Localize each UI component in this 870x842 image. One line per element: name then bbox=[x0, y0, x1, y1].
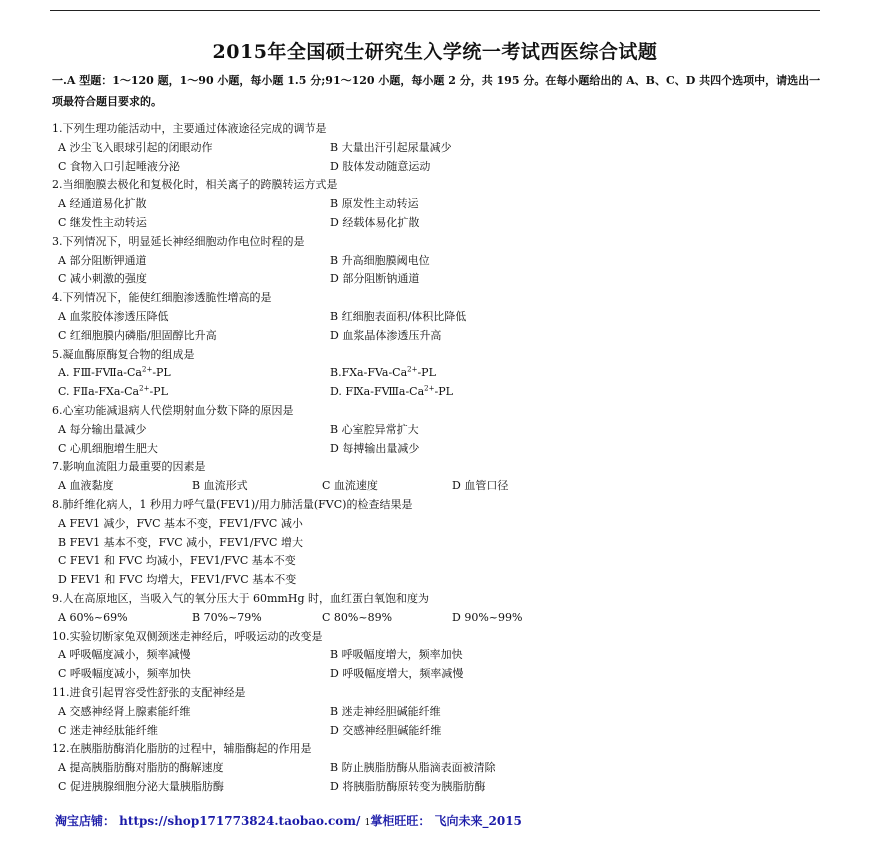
option-item: C 心肌细胞增生肥大 bbox=[58, 441, 158, 455]
option-item: A 每分输出量减少 bbox=[58, 422, 147, 436]
option-item: D 90%~99% bbox=[452, 610, 523, 624]
option-item: A 交感神经肾上腺素能纤维 bbox=[58, 704, 191, 718]
option-item: A 经通道易化扩散 bbox=[58, 197, 147, 211]
question-stem bbox=[52, 120, 822, 139]
question-stem-text: 11.进食引起胃容受性舒张的支配神经是 bbox=[52, 685, 246, 699]
option-row bbox=[52, 327, 822, 346]
ion-charge: 2+ bbox=[424, 384, 435, 393]
option-item: A 血浆胶体渗透压降低 bbox=[58, 309, 169, 323]
option-row bbox=[52, 552, 822, 571]
contact-info: 掌柜旺旺： 飞向未来_2015 bbox=[370, 814, 522, 828]
option-item: D 交感神经胆碱能纤维 bbox=[330, 723, 442, 737]
shop-link[interactable]: 淘宝店铺： https://shop171773824.taobao.com/ bbox=[55, 814, 361, 828]
option-row bbox=[52, 139, 822, 158]
option-item: B 大量出汗引起尿量减少 bbox=[330, 140, 452, 154]
question-stem-text: 10.实验切断家兔双侧颈迷走神经后，呼吸运动的改变是 bbox=[52, 629, 323, 643]
option-formula-tail: -PL bbox=[149, 385, 168, 399]
option-row bbox=[52, 759, 822, 778]
option-item: B 迷走神经胆碱能纤维 bbox=[330, 704, 441, 718]
question-stem bbox=[52, 402, 822, 421]
question-stem-text: 7.影响血流阻力最重要的因素是 bbox=[52, 460, 206, 474]
option-row bbox=[52, 665, 822, 684]
ion-charge: 2+ bbox=[141, 365, 153, 374]
option-item: B 血流形式 bbox=[192, 479, 248, 493]
option-row bbox=[52, 421, 822, 440]
option-formula-tail: -PL bbox=[152, 366, 171, 380]
option-item: B 心室腔异常扩大 bbox=[330, 422, 419, 436]
option-row bbox=[52, 646, 822, 665]
option-formula: B.FXa-FVa-Ca bbox=[330, 366, 408, 380]
option-item: C 食物入口引起唾液分泌 bbox=[58, 159, 180, 173]
option-row bbox=[52, 703, 822, 722]
question-stem bbox=[52, 176, 822, 195]
option-row bbox=[52, 477, 822, 496]
question-stem-text: 8.肺纤维化病人，1 秒用力呼气量(FEV1)/用力肺活量(FVC)的检查结果是 bbox=[52, 497, 413, 511]
option-item: D 肢体发动随意运动 bbox=[330, 159, 431, 173]
option-item: D 将胰脂肪酶原转变为胰脂肪酶 bbox=[330, 779, 486, 793]
ion-charge: 2+ bbox=[139, 384, 150, 393]
option-item: C 血流速度 bbox=[322, 479, 378, 493]
option-row bbox=[52, 252, 822, 271]
section-instructions: 一.A 型题：1～120 题，1～90 小题，每小题 1.5 分;91～120 小题，每小题 2 分，共 195 分。在每小题给出的 A、B、C、D 共四个选项中，请选出一项最符合题目要求的。 bbox=[52, 74, 821, 108]
question-list bbox=[52, 120, 822, 797]
option-item: C 继发性主动转运 bbox=[58, 215, 147, 229]
ion-charge: 2+ bbox=[407, 365, 418, 374]
option-row bbox=[52, 534, 822, 553]
option-item: A 提高胰脂肪酶对脂肪的酶解速度 bbox=[58, 761, 224, 775]
option-item: B 升高细胞膜阈电位 bbox=[330, 253, 430, 267]
question-stem-text: 6.心室功能减退病人代偿期射血分数下降的原因是 bbox=[52, 403, 294, 417]
top-rule bbox=[50, 10, 820, 11]
option-row bbox=[52, 440, 822, 459]
option-item: C 促进胰腺细胞分泌大量胰脂肪酶 bbox=[58, 779, 224, 793]
question-stem bbox=[52, 289, 822, 308]
option-item: A 血液黏度 bbox=[58, 479, 114, 493]
option-item: D 每搏输出量减少 bbox=[330, 441, 420, 455]
option-formula: C. FⅡa-FXa-Ca bbox=[58, 385, 140, 399]
option-item: C 红细胞膜内磷脂/胆固醇比升高 bbox=[58, 328, 217, 342]
option-item bbox=[58, 383, 168, 402]
option-row bbox=[52, 383, 822, 402]
option-row bbox=[52, 214, 822, 233]
question-stem-text: 5.凝血酶原酶复合物的组成是 bbox=[52, 347, 195, 361]
option-item: D FEV1 和 FVC 均增大，FEV1/FVC 基本不变 bbox=[58, 573, 297, 587]
option-row bbox=[52, 308, 822, 327]
option-item: D 呼吸幅度增大，频率减慢 bbox=[330, 667, 464, 681]
option-item: B 原发性主动转运 bbox=[330, 197, 419, 211]
option-item: D 血浆晶体渗透压升高 bbox=[330, 328, 442, 342]
option-item: A FEV1 减少，FVC 基本不变，FEV1/FVC 减小 bbox=[58, 516, 303, 530]
option-item: C 迷走神经肽能纤维 bbox=[58, 723, 158, 737]
question-stem bbox=[52, 684, 822, 703]
question-stem bbox=[52, 590, 822, 609]
option-item: B 红细胞表面积/体积比降低 bbox=[330, 309, 467, 323]
option-item: D 血管口径 bbox=[452, 479, 509, 493]
option-row bbox=[52, 571, 822, 590]
option-row bbox=[52, 722, 822, 741]
option-item: C 减小刺激的强度 bbox=[58, 272, 147, 286]
question-stem-text: 9.人在高原地区，当吸入气的氧分压大于 60mmHg 时，血红蛋白氧饱和度为 bbox=[52, 591, 429, 605]
option-item: A 呼吸幅度减小，频率减慢 bbox=[58, 648, 191, 662]
option-item bbox=[330, 364, 436, 383]
option-row bbox=[52, 778, 822, 797]
option-row bbox=[52, 364, 822, 383]
option-formula: A. FⅢ-FⅦa-Ca bbox=[58, 366, 142, 380]
option-item: C 呼吸幅度减小，频率加快 bbox=[58, 667, 191, 681]
option-item: B 呼吸幅度增大，频率加快 bbox=[330, 648, 463, 662]
page-number: 1 bbox=[364, 818, 371, 828]
option-item: C 80%~89% bbox=[322, 610, 393, 624]
option-row bbox=[52, 195, 822, 214]
option-item: A 沙尘飞入眼球引起的闭眼动作 bbox=[58, 140, 213, 154]
option-item: B FEV1 基本不变，FVC 减小，FEV1/FVC 增大 bbox=[58, 535, 303, 549]
option-item bbox=[58, 364, 171, 383]
question-stem-text: 1.下列生理功能活动中，主要通过体液途径完成的调节是 bbox=[52, 122, 327, 135]
option-row bbox=[52, 515, 822, 534]
question-stem-text: 2.当细胞膜去极化和复极化时，相关离子的跨膜转运方式是 bbox=[52, 178, 338, 192]
page-title: 2015年全国硕士研究生入学统一考试西医综合试题 bbox=[212, 41, 658, 63]
option-formula: D. FⅨa-FⅧa-Ca bbox=[330, 385, 425, 399]
option-item bbox=[330, 383, 453, 402]
footer bbox=[55, 812, 522, 829]
question-stem bbox=[52, 458, 822, 477]
question-stem bbox=[52, 740, 822, 759]
question-stem bbox=[52, 496, 822, 515]
question-stem bbox=[52, 233, 822, 252]
option-item: B 防止胰脂肪酶从脂滴表面被清除 bbox=[330, 761, 496, 775]
option-row bbox=[52, 158, 822, 177]
option-item: B 70%~79% bbox=[192, 610, 262, 624]
option-formula-tail: -PL bbox=[434, 385, 453, 399]
option-formula-tail: -PL bbox=[417, 366, 436, 380]
option-row bbox=[52, 270, 822, 289]
option-item: D 部分阻断钠通道 bbox=[330, 272, 420, 286]
option-item: C FEV1 和 FVC 均减小，FEV1/FVC 基本不变 bbox=[58, 554, 296, 568]
question-stem-text: 4.下列情况下，能使红细胞渗透脆性增高的是 bbox=[52, 291, 272, 305]
question-stem bbox=[52, 346, 822, 365]
option-item: A 部分阻断钾通道 bbox=[58, 253, 147, 267]
question-stem-text: 12.在胰脂肪酶消化脂肪的过程中，辅脂酶起的作用是 bbox=[52, 742, 312, 756]
option-item: D 经载体易化扩散 bbox=[330, 215, 420, 229]
option-item: A 60%~69% bbox=[58, 610, 128, 624]
option-row bbox=[52, 609, 822, 628]
question-stem-text: 3.下列情况下，明显延长神经细胞动作电位时程的是 bbox=[52, 234, 305, 248]
question-stem bbox=[52, 628, 822, 647]
